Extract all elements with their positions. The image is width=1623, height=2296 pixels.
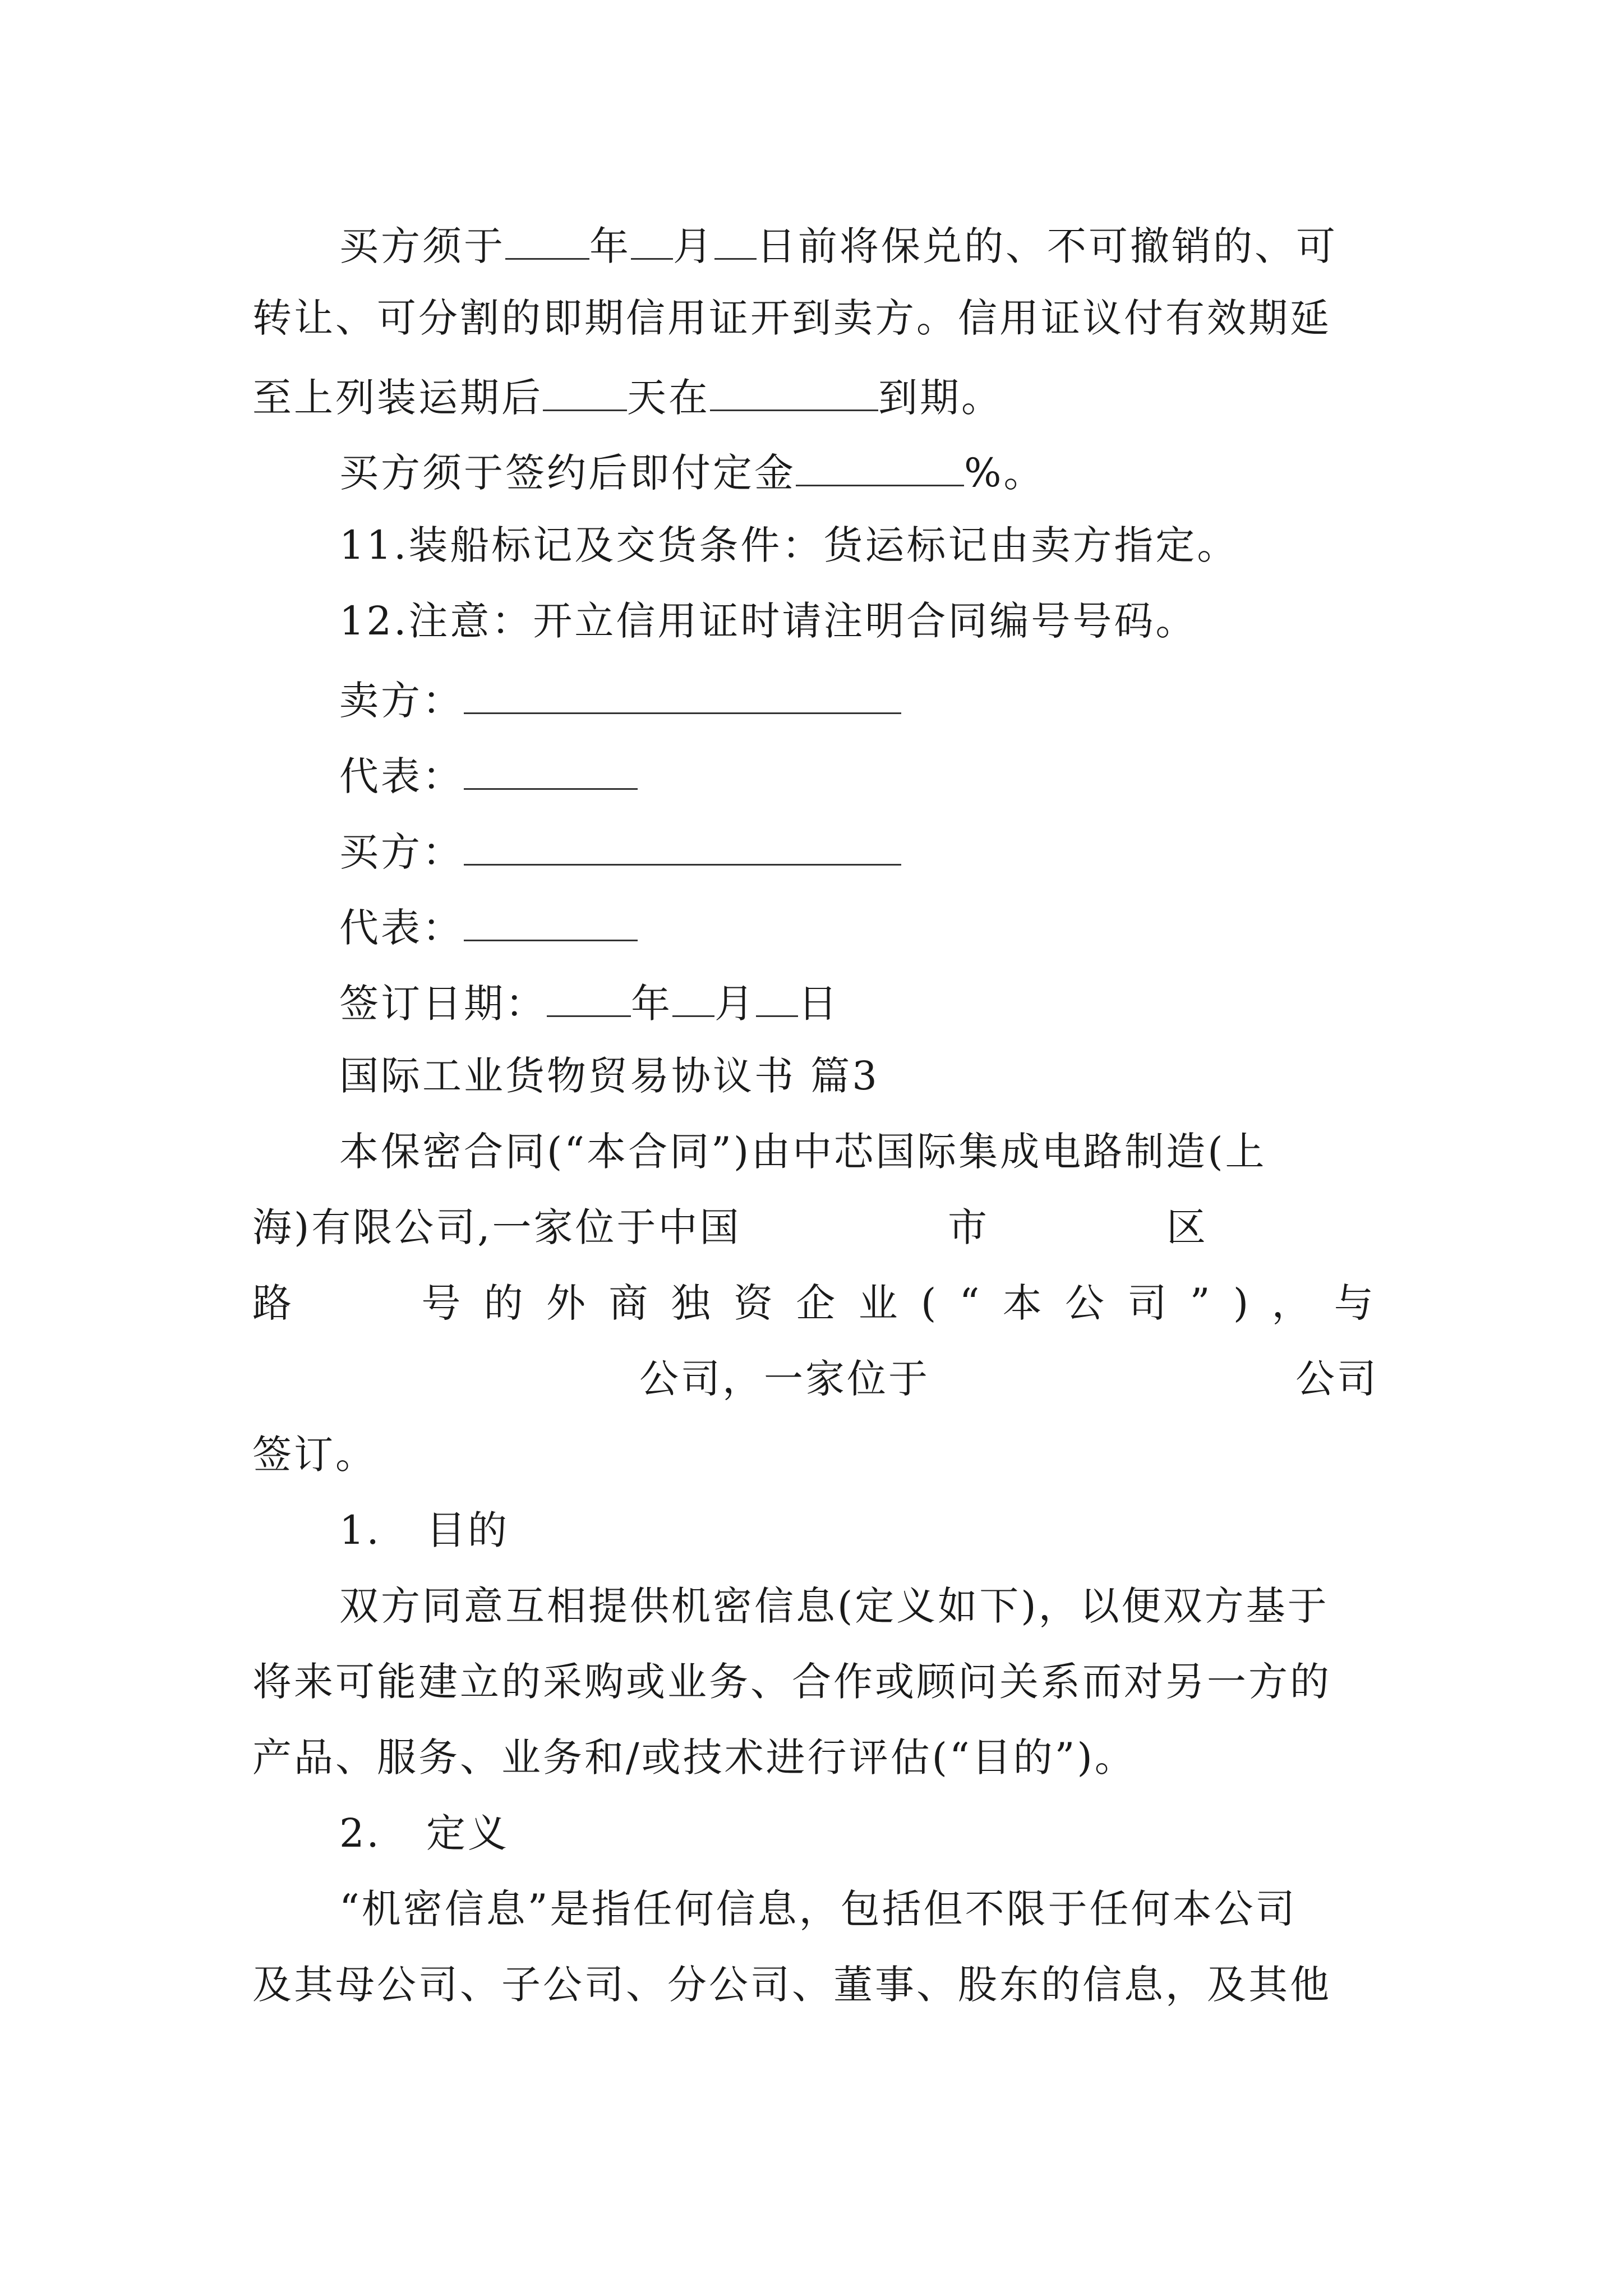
text: 日前将保兑的、不可撤销的、可 (757, 223, 1338, 269)
deposit-line (339, 450, 1461, 496)
justified-char: 独 (671, 1280, 713, 1326)
rep-label: 代表： (339, 753, 464, 799)
section-2-para-line: 及其母公司、子公司、分公司、董事、股东的信息，及其他 (252, 1962, 1331, 2008)
blank-year (547, 981, 631, 1017)
nda-line-3 (252, 1280, 1376, 1326)
nda-line-5: 签订。 (252, 1432, 377, 1478)
blank-day (756, 981, 798, 1017)
nda-line-4a: 公司，一家位于 (639, 1356, 930, 1402)
justified-char: 业 (858, 1280, 900, 1326)
seller-label: 卖方： (339, 678, 464, 724)
blank-month (672, 981, 714, 1017)
justified-char: ) (1233, 1280, 1251, 1326)
justified-char: 公 (1065, 1280, 1107, 1326)
text: %。 (964, 450, 1045, 496)
text: 至上列装运期后 (252, 375, 543, 421)
payment-line-3 (252, 375, 1374, 421)
rep-signature-blank (464, 905, 638, 941)
justified-char: 司 (1127, 1280, 1169, 1326)
justified-char: ” (1189, 1280, 1212, 1326)
blank-place (710, 375, 878, 411)
text: 天在 (627, 375, 710, 421)
text: 日 (798, 981, 840, 1027)
rep2-line (339, 905, 1461, 951)
buyer-label: 买方： (339, 829, 464, 875)
blank-day (714, 223, 757, 260)
justified-char: 本 (1002, 1280, 1044, 1326)
section-2-number: 2. (339, 1810, 381, 1856)
text: 到期。 (878, 375, 1003, 421)
sign-date-line (339, 981, 1461, 1027)
item-11: 11.装船标记及交货条件：货运标记由卖方指定。 (339, 522, 1239, 568)
text: 年 (589, 223, 631, 269)
blank-year (505, 223, 589, 260)
justified-char: 的 (483, 1280, 525, 1326)
section-1-para-line: 双方同意互相提供机密信息(定义如下)，以便双方基于 (339, 1583, 1329, 1629)
text: 签订日期： (339, 981, 547, 1027)
justified-char: “ (959, 1280, 982, 1326)
justified-char: 资 (733, 1280, 775, 1326)
blank-month (631, 223, 673, 260)
justified-char: ， (1271, 1280, 1313, 1326)
section-2-para-line: “机密信息”是指任何信息，包括但不限于任何本公司 (339, 1886, 1297, 1932)
justified-char: 外 (546, 1280, 588, 1326)
blank-days (543, 375, 627, 411)
seller-signature-blank (464, 678, 901, 714)
justified-char: 商 (608, 1280, 651, 1326)
payment-line-1 (339, 223, 1461, 269)
rep-signature-blank (464, 753, 638, 790)
nda-line-3-justified (252, 1280, 1376, 1326)
nda-city: 市 (948, 1204, 989, 1250)
section-1-para-line: 将来可能建立的采购或业务、合作或顾问关系而对另一方的 (252, 1659, 1331, 1705)
buyer-signature-blank (464, 829, 901, 866)
section-1-para-line: 产品、服务、业务和/或技术进行评估(“目的”)。 (252, 1734, 1136, 1780)
payment-line-2: 转让、可分割的即期信用证开到卖方。信用证议付有效期延 (252, 295, 1331, 341)
text: 买方须于签约后即付定金 (339, 450, 796, 496)
justified-char: 与 (1334, 1280, 1376, 1326)
nda-line-4b: 公司 (1295, 1356, 1378, 1402)
justified-char: ( (920, 1280, 939, 1326)
rep-label: 代表： (339, 905, 464, 951)
section-heading: 国际工业货物贸易协议书 篇3 (339, 1053, 879, 1099)
justified-char: 路 (252, 1280, 294, 1326)
section-2-title: 定义 (426, 1810, 509, 1856)
text: 年 (631, 981, 672, 1027)
seller-line (339, 678, 1461, 724)
rep1-line (339, 753, 1461, 799)
text: 月 (673, 223, 714, 269)
section-1-number: 1. (339, 1507, 381, 1553)
nda-line-2: 海)有限公司,一家位于中国 (252, 1204, 741, 1250)
nda-district: 区 (1166, 1204, 1208, 1250)
buyer-line (339, 829, 1461, 875)
justified-char: 号 (421, 1280, 463, 1326)
item-12: 12.注意：开立信用证时请注明合同编号号码。 (339, 598, 1197, 644)
blank-deposit (796, 450, 964, 486)
nda-line-1: 本保密合同(“本合同”)由中芯国际集成电路制造(上 (339, 1129, 1267, 1175)
justified-char: 企 (796, 1280, 838, 1326)
section-1-title: 目的 (426, 1507, 509, 1553)
text: 买方须于 (339, 223, 505, 269)
text: 月 (714, 981, 756, 1027)
